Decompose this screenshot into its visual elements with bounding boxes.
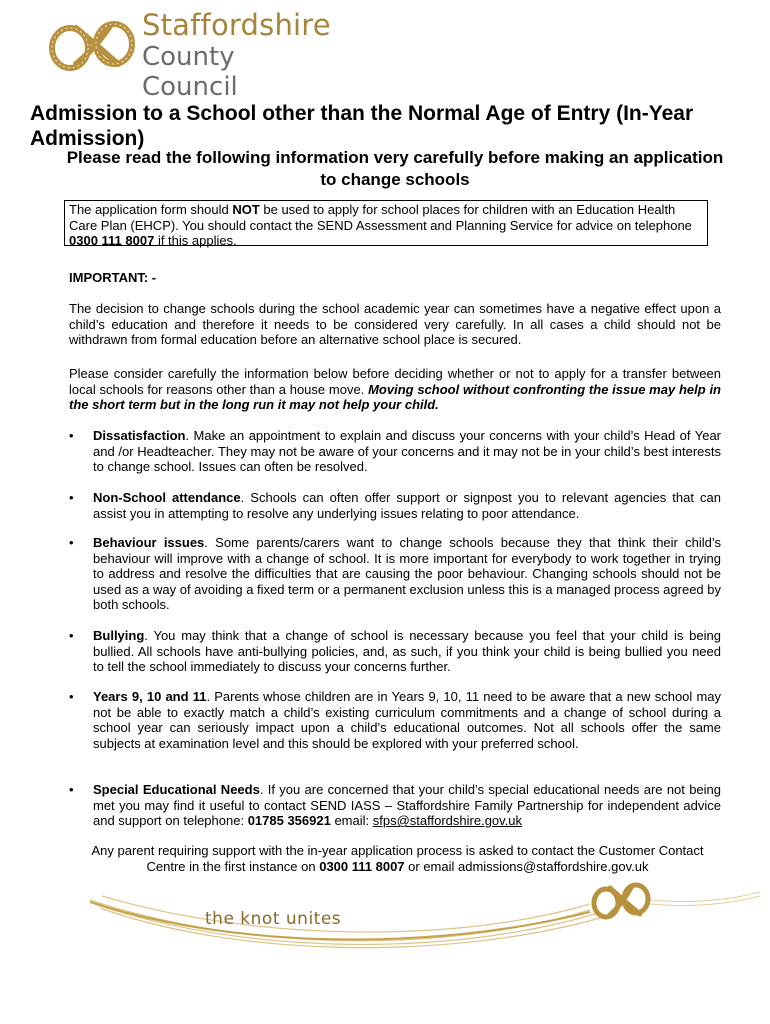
- consider-emphasis: Moving school without confronting the issue may help in the short term but in the long run it may not help your child.: [69, 381, 721, 413]
- footer-tagline: the knot unites: [205, 909, 342, 929]
- closing-phone: 0300 111 8007: [319, 858, 405, 874]
- bullet-icon: •: [69, 490, 74, 505]
- intro-paragraph: The decision to change schools during the school academic year can sometimes have a negative effect upon a child’s education and therefore it needs to be considered very carefully. In all cases a child should not be withdrawn from formal education before an alternative school place is secured.: [69, 301, 721, 348]
- staffordshire-knot-icon: [590, 878, 652, 924]
- list-item-title: Special Educational Needs: [93, 782, 260, 797]
- sendiass-phone: 01785 356921: [247, 813, 331, 829]
- bullet-icon: •: [69, 428, 74, 443]
- email-label: email:: [330, 813, 373, 829]
- notice-emphasis: NOT: [232, 202, 260, 217]
- list-item-text: . Some parents/carers want to change schools because they that think their child’s behaviour will improve with a change of school. It is more important for everybody to work together in trying to address and resolve the difficulties that are causing the poor behaviour. Changing schools should not be used as a way of avoiding a fixed term or a permanent exclusion unless this is a managed process agreed by both schools.: [93, 535, 722, 613]
- bullet-icon: •: [69, 628, 74, 643]
- notice-text: be used to apply for school places for children with an Education Health Care Plan (EHCP). You should contact the SEND Assessment and Planning Service for advice on telephone: [69, 202, 692, 233]
- logo-title: Staffordshire: [142, 8, 331, 42]
- notice-text: The application form should: [69, 202, 233, 217]
- notice-text: if this applies.: [154, 233, 237, 248]
- bullet-icon: •: [69, 535, 74, 550]
- list-item-title: Non-School attendance: [93, 490, 241, 505]
- list-item-title: Years 9, 10 and 11: [93, 689, 207, 704]
- list-item-text: . Parents whose children are in Years 9, 10, 11 need to be aware that a new school may not be able to exactly match a child’s existing curriculum commitments and a change of school during a school year can seriously impact upon a child’s educational outcomes. Not all schools offer the same subjects at examination level and this should be explored with your preferred school.: [93, 689, 721, 751]
- sfps-email-link[interactable]: sfps@staffordshire.gov.uk: [372, 813, 523, 829]
- consider-text: Please consider carefully the information below before deciding whether or not to apply for a transfer between local schools for reasons other than a house move.: [69, 366, 721, 397]
- page-title: Admission to a School other than the Normal Age of Entry (In-Year Admission): [30, 102, 694, 150]
- ehcp-notice-box: [64, 200, 708, 246]
- closing-paragraph: [80, 843, 715, 874]
- list-item-title: Bullying: [93, 628, 145, 643]
- staffordshire-knot-icon: [48, 14, 138, 78]
- list-item-title: Dissatisfaction: [93, 428, 186, 443]
- council-logo: [48, 8, 338, 102]
- bullet-icon: •: [69, 689, 74, 704]
- list-item-text: . Make an appointment to explain and discuss your concerns with your child’s Head of Year and /or Headteacher. They may not be aware of your concerns and it may not be in your child’s best interests to change school. Issues can often be resolved.: [93, 428, 721, 475]
- closing-text: Any parent requiring support with the in-year application process is asked to contact the Customer Contact Centre in the first instance on: [91, 843, 704, 874]
- bullet-icon: •: [69, 782, 74, 797]
- list-item-text: . If you are concerned that your child’s special educational needs are not being met you may find it useful to contact SEND IASS – Staffordshire Family Partnership for independent advice and support on telephone:: [93, 782, 721, 829]
- page-subtitle: Please read the following information very carefully before making an application to change schools: [66, 148, 724, 189]
- consider-paragraph: [69, 366, 721, 413]
- logo-subtitle: County Council: [142, 42, 238, 102]
- important-heading: IMPORTANT: -: [69, 270, 157, 285]
- list-item-text: . Schools can often offer support or signpost you to relevant agencies that can assist you in attempting to resolve any underlying issues relating to poor attendance.: [93, 490, 721, 521]
- notice-phone: 0300 111 8007: [69, 233, 155, 248]
- footer-swoosh: [90, 880, 760, 960]
- list-item-text: . You may think that a change of school is necessary because you feel that your child is being bullied. All schools have anti-bullying policies, and, as such, if you think your child is being bullied you need to tell the school immediately to discuss your concerns further.: [93, 628, 721, 675]
- list-item-title: Behaviour issues: [93, 535, 205, 550]
- closing-text: or email admissions@staffordshire.gov.uk: [404, 858, 649, 874]
